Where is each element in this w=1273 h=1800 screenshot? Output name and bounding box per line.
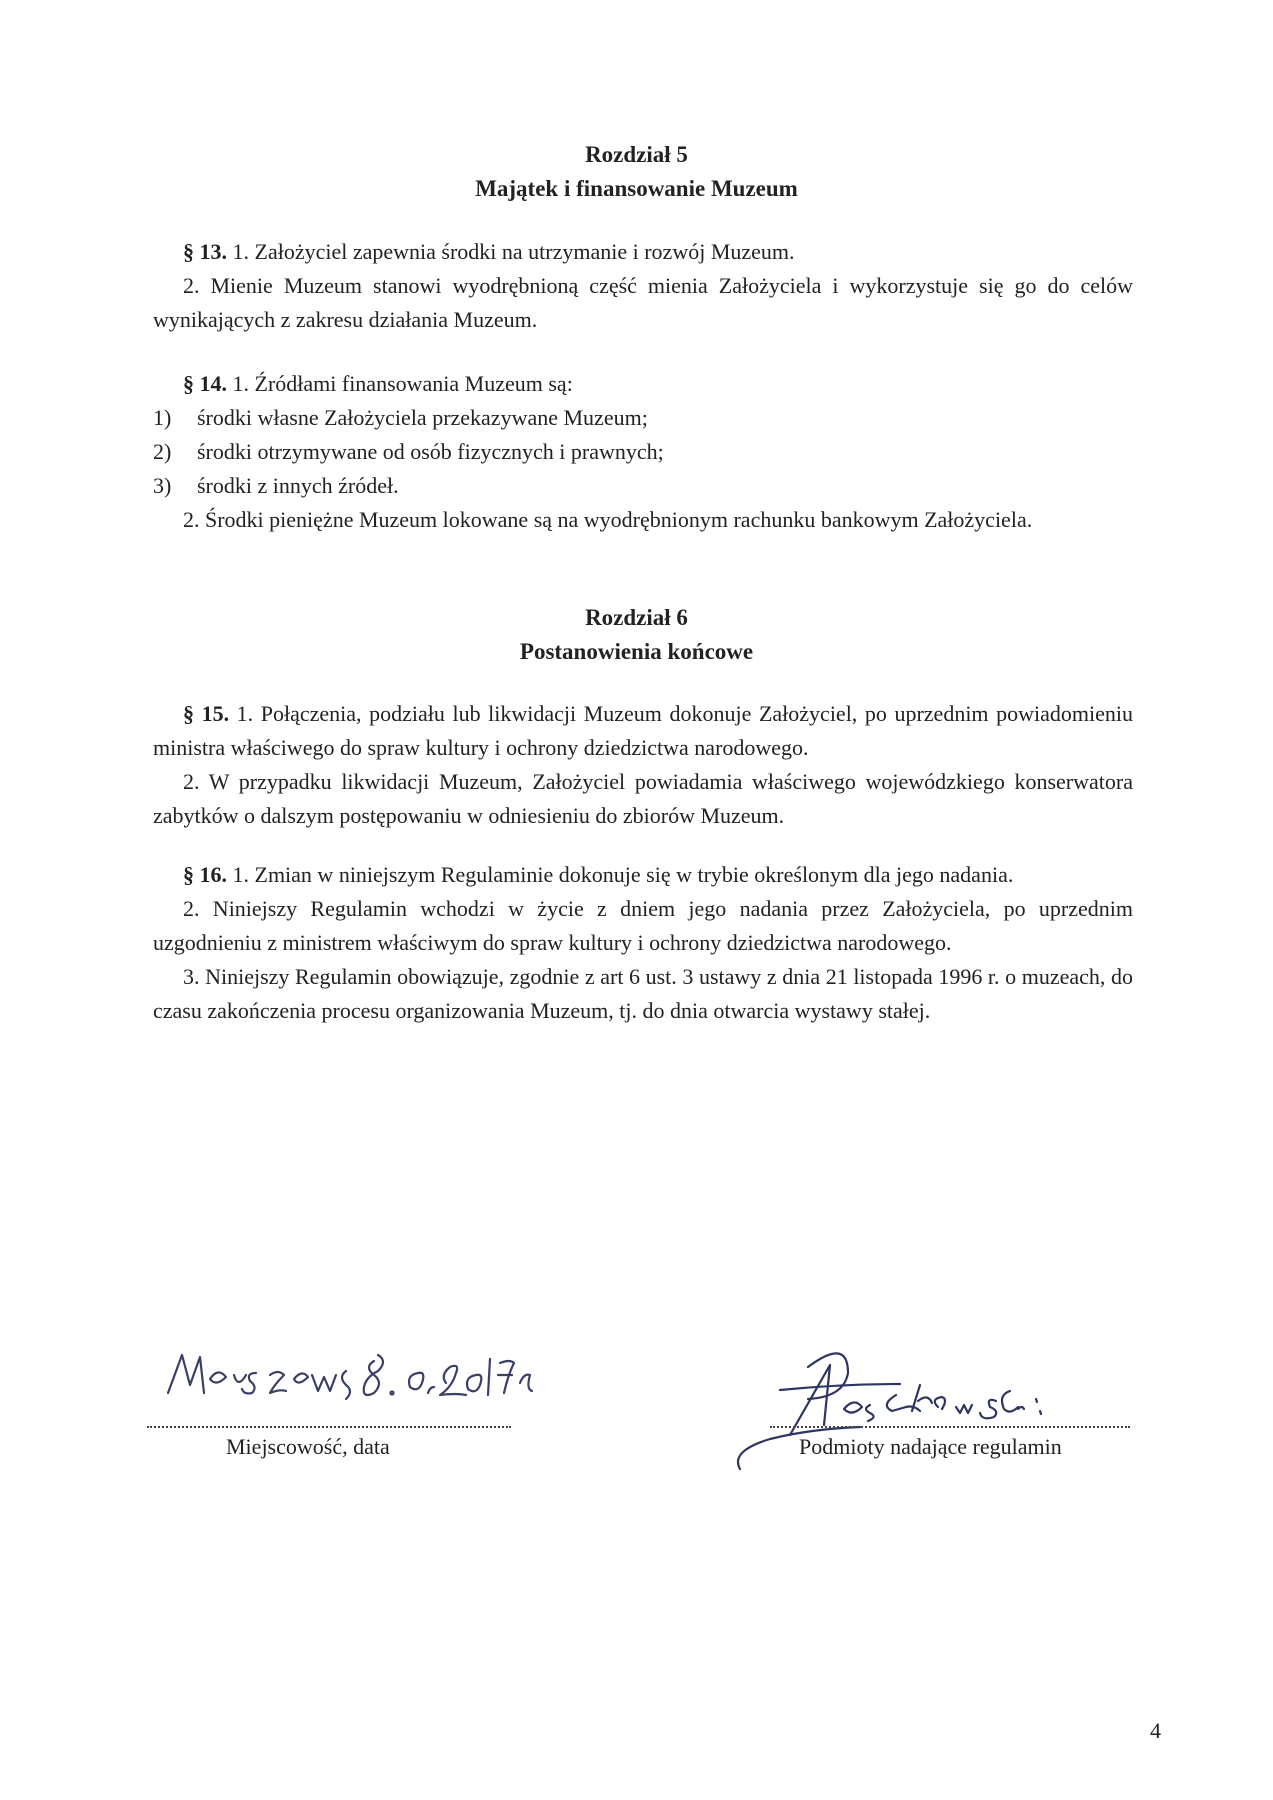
section-16-point-2: 2. Niniejszy Regulamin wchodzi w życie z dniem jego nadania przez Założyciela, po uprzednim uzgodnieniu z ministrem właściwym do spraw kultury i ochrony dziedzictwa narodowego.	[153, 896, 1133, 955]
handwritten-place-date	[160, 1335, 600, 1405]
signer-line	[770, 1426, 1130, 1428]
chapter-5-heading: Rozdział 5	[585, 142, 688, 167]
section-15	[153, 697, 1133, 833]
signer-caption: Podmioty nadające regulamin	[799, 1434, 1062, 1459]
section-15-point-2: 2. W przypadku likwidacji Muzeum, Założyciel powiadamia właściwego wojewódzkiego konserwatora zabytków o dalszym postępowaniu w odniesieniu do zbiorów Muzeum.	[153, 769, 1133, 828]
section-16-point-1: 1. Zmian w niniejszym Regulaminie dokonuje się w trybie określonym dla jego nadania.	[227, 862, 1014, 887]
section-16-point-3: 3. Niniejszy Regulamin obowiązuje, zgodnie z art 6 ust. 3 ustawy z dnia 21 listopada 1996 r. o muzeach, do czasu zakończenia procesu organizowania Muzeum, tj. do dnia otwarcia wystawy stałej.	[153, 964, 1133, 1023]
section-14	[153, 367, 1133, 537]
section-15-point-1: 1. Połączenia, podziału lub likwidacji Muzeum dokonuje Założyciel, po uprzednim powiadomieniu ministra właściwego do spraw kultury i ochrony dziedzictwa narodowego.	[153, 701, 1133, 760]
section-13-mark: § 13.	[183, 239, 227, 264]
list-item: 3) środki z innych źródeł.	[153, 473, 399, 498]
section-14-mark: § 14.	[183, 371, 227, 396]
section-13-point-1: 1. Założyciel zapewnia środki na utrzymanie i rozwój Muzeum.	[227, 239, 795, 264]
section-16-mark: § 16.	[183, 862, 227, 887]
section-16	[153, 858, 1133, 1028]
section-13-point-2: 2. Mienie Muzeum stanowi wyodrębnioną część mienia Założyciela i wykorzystuje się go do celów wynikających z zakresu działania Muzeum.	[153, 273, 1133, 332]
section-14-point-1: 1. Źródłami finansowania Muzeum są:	[227, 371, 573, 396]
chapter-6-heading: Rozdział 6	[585, 605, 688, 630]
place-date-line	[147, 1426, 511, 1428]
page-number: 4	[1150, 1718, 1161, 1743]
list-item: 2) środki otrzymywane od osób fizycznych i prawnych;	[153, 439, 664, 464]
list-item: 1) środki własne Założyciela przekazywane Muzeum;	[153, 405, 648, 430]
section-14-point-2: 2. Środki pieniężne Muzeum lokowane są na wyodrębnionym rachunku bankowym Założyciela.	[183, 507, 1033, 532]
section-15-mark: § 15.	[183, 701, 230, 726]
place-date-caption: Miejscowość, data	[226, 1434, 390, 1459]
chapter-5-title: Majątek i finansowanie Muzeum	[475, 176, 798, 201]
chapter-6-title: Postanowienia końcowe	[519, 639, 754, 664]
section-13	[153, 235, 1133, 337]
